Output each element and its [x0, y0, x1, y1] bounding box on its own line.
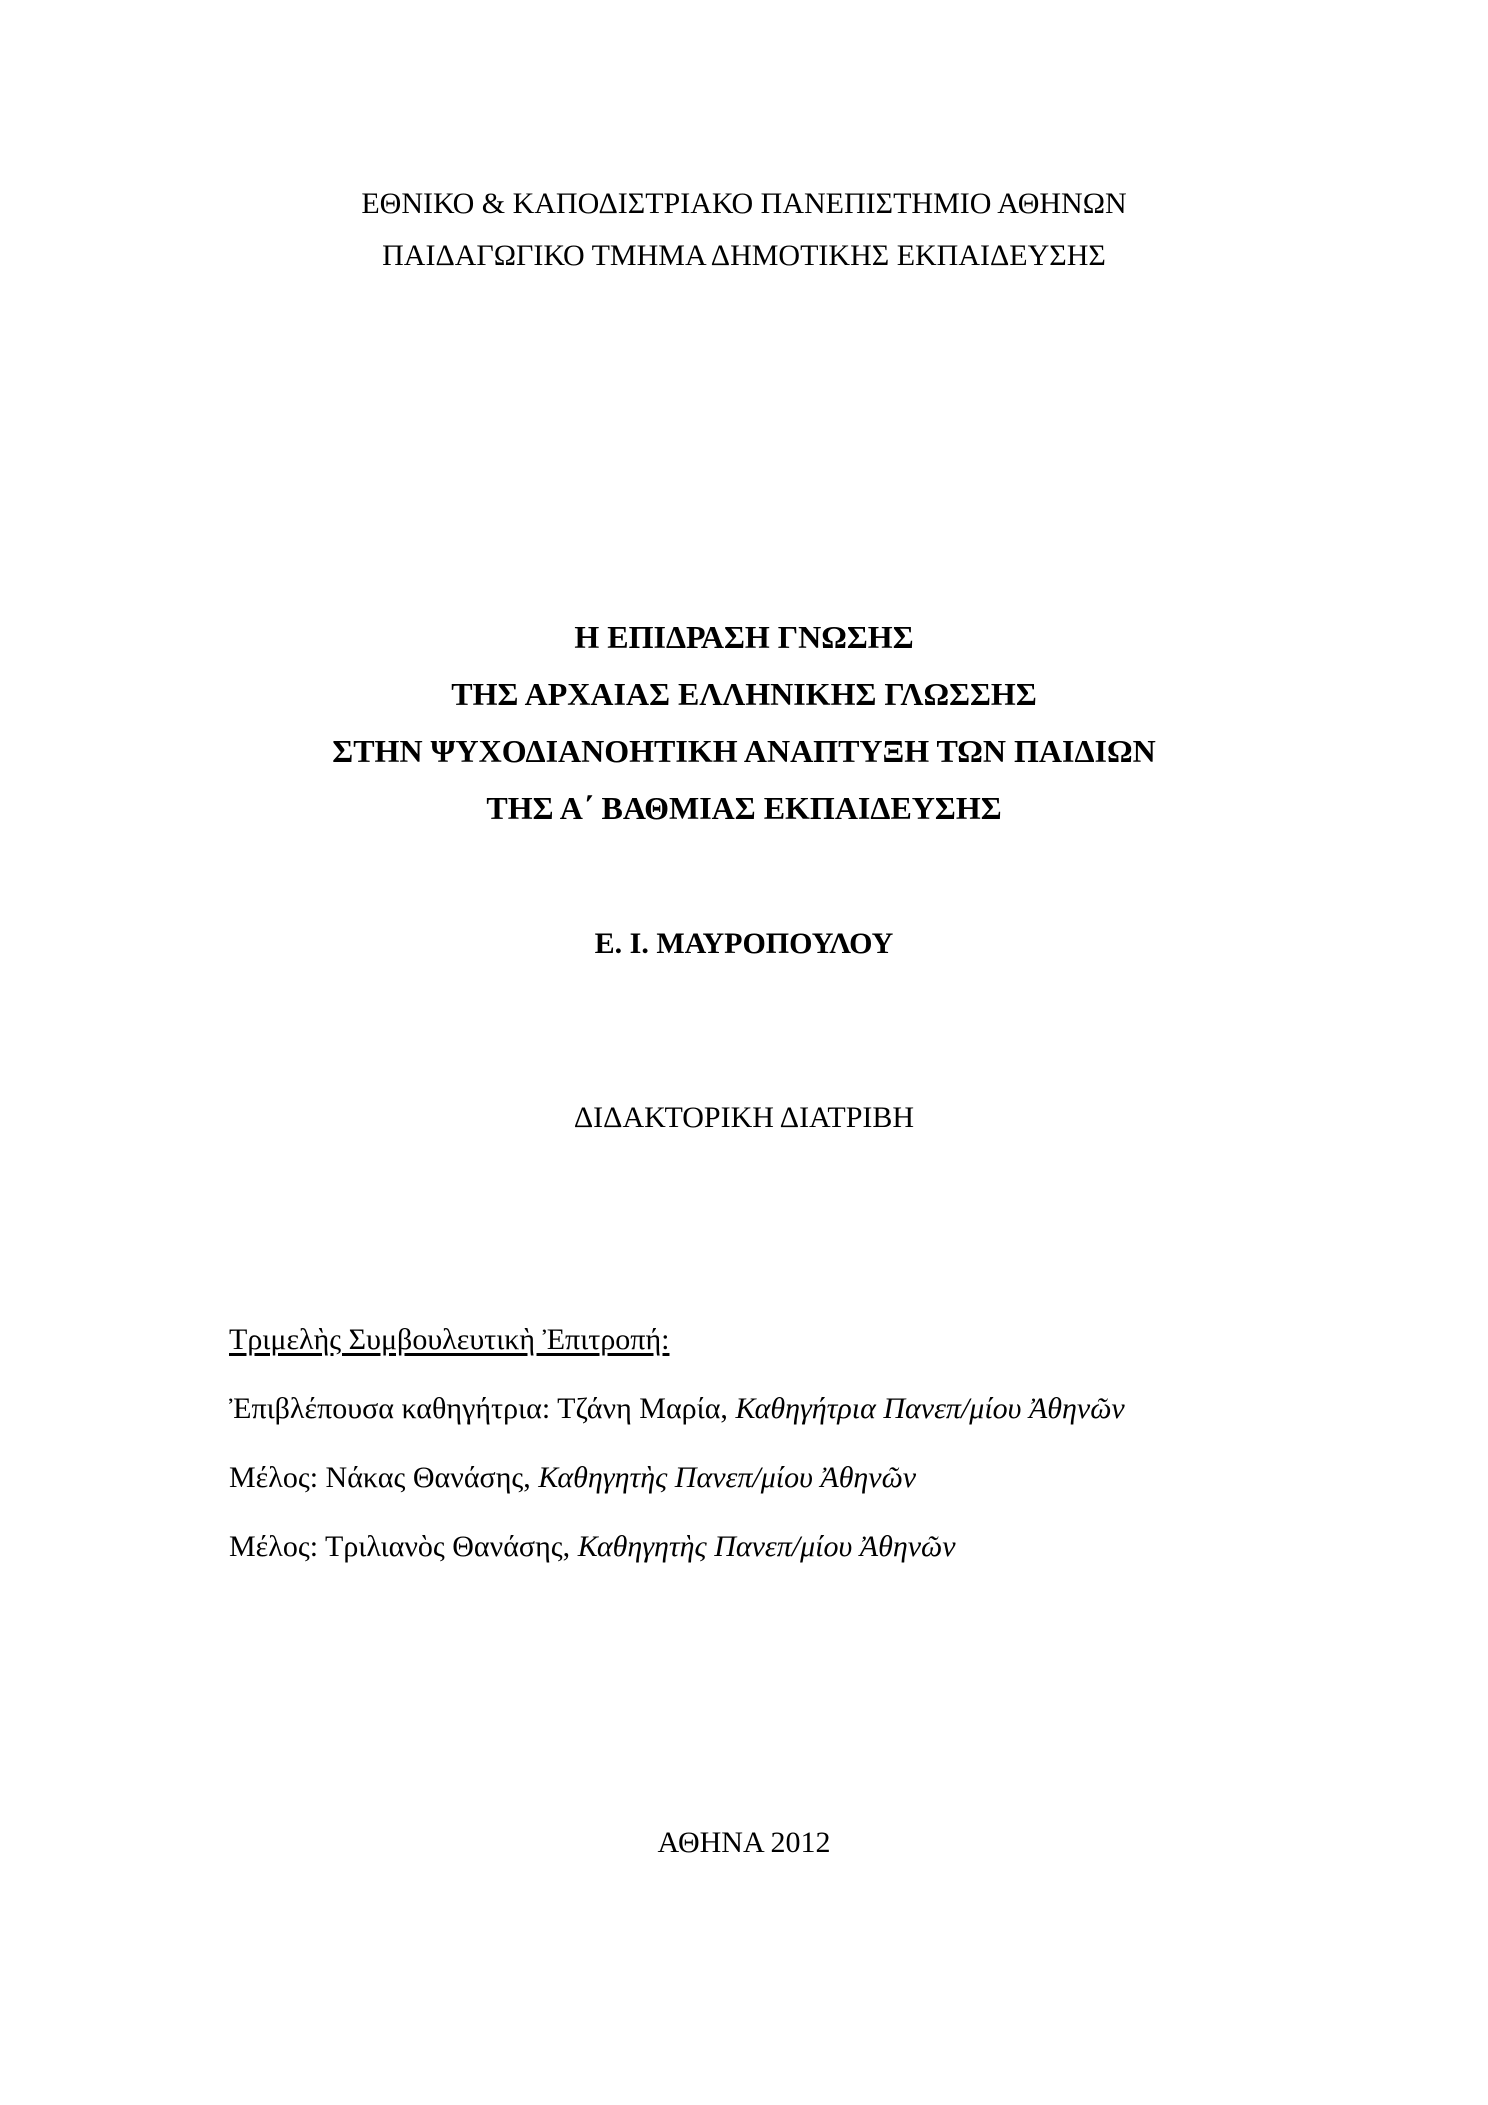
member-title: Καθηγητὴς Πανεπ/μίου Ἀθηνῶν: [577, 1530, 956, 1563]
department-name: ΠΑΙΔΑΓΩΓΙΚΟ ΤΜΗΜΑ ΔΗΜΟΤΙΚΗΣ ΕΚΠΑΙΔΕΥΣΗΣ: [382, 239, 1106, 272]
member-role-name: Ἐπιβλέπουσα καθηγήτρια: Τζάνη Μαρία,: [229, 1392, 728, 1425]
member-title: Καθηγητὴς Πανεπ/μίου Ἀθηνῶν: [538, 1461, 917, 1494]
title-line-1: Η ΕΠΙΔΡΑΣΗ ΓΝΩΣΗΣ: [574, 619, 914, 655]
committee-heading: Τριμελὴς Συμβουλευτικὴ Ἐπιτροπή:: [229, 1323, 670, 1356]
member-role-name: Μέλος: Νάκας Θανάσης,: [229, 1461, 531, 1494]
author-name: Ε. Ι. ΜΑΥΡΟΠΟΥΛΟΥ: [594, 927, 894, 960]
member-role-name: Μέλος: Τριλιανὸς Θανάσης,: [229, 1530, 571, 1563]
committee-member: [229, 1458, 1329, 1527]
title-line-4: ΤΗΣ Α΄ ΒΑΘΜΙΑΣ ΕΚΠΑΙΔΕΥΣΗΣ: [486, 790, 1002, 826]
member-title: Καθηγήτρια Πανεπ/μίου Ἀθηνῶν: [735, 1392, 1125, 1425]
title-line-3: ΣΤΗΝ ΨΥΧΟΔΙΑΝΟΗΤΙΚΗ ΑΝΑΠΤΥΞΗ ΤΩΝ ΠΑΙΔΙΩΝ: [332, 733, 1156, 769]
committee-heading-row: [229, 1320, 1329, 1389]
committee-member: [229, 1389, 1329, 1458]
university-name: ΕΘΝΙΚΟ & ΚΑΠΟΔΙΣΤΡΙΑΚΟ ΠΑΝΕΠΙΣΤΗΜΙΟ ΑΘΗΝΩΝ: [361, 187, 1127, 220]
committee-member: [229, 1527, 1329, 1596]
place-and-year: ΑΘΗΝΑ 2012: [657, 1826, 831, 1859]
document-type: ΔΙΔΑΚΤΟΡΙΚΗ ΔΙΑΤΡΙΒΗ: [573, 1101, 915, 1134]
title-line-2: ΤΗΣ ΑΡΧΑΙΑΣ ΕΛΛΗΝΙΚΗΣ ΓΛΩΣΣΗΣ: [451, 676, 1037, 712]
institution-header: [0, 178, 1488, 282]
advisory-committee: [229, 1320, 1329, 1596]
thesis-title: [0, 609, 1488, 837]
